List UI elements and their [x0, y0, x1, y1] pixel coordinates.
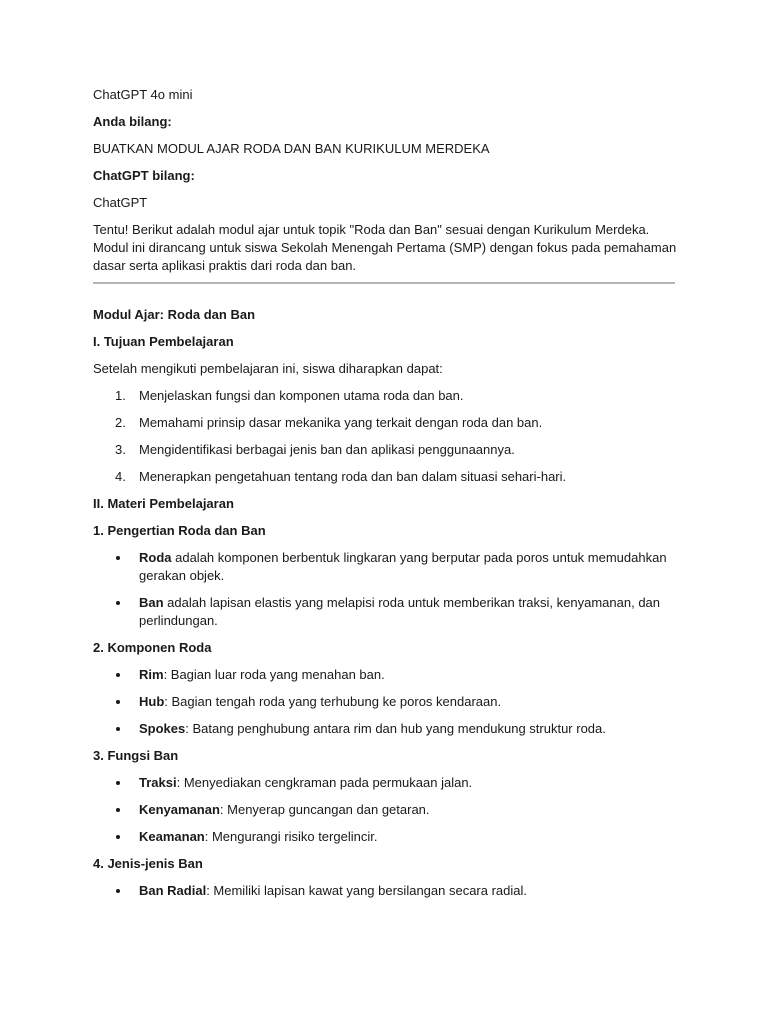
assistant-name: ChatGPT	[93, 195, 148, 210]
component-list	[93, 666, 683, 738]
subsection-heading: 3. Fungsi Ban	[93, 748, 179, 763]
item-number: 4.	[115, 469, 126, 484]
list-item	[93, 414, 683, 432]
item-text: adalah komponen berbentuk lingkaran yang berputar pada poros untuk memudahkan gerakan objek.	[139, 550, 667, 583]
item-text: adalah lapisan elastis yang melapisi roda untuk memberikan traksi, kenyamanan, dan perlindungan.	[139, 595, 661, 628]
item-text: : Batang penghubung antara rim dan hub yang mendukung struktur roda.	[185, 721, 606, 736]
bullet-icon	[116, 727, 120, 731]
item-term: Kenyamanan	[139, 802, 220, 817]
subsection-heading: 2. Komponen Roda	[93, 640, 212, 655]
item-text: : Bagian tengah roda yang terhubung ke poros kendaraan.	[164, 694, 502, 709]
item-text: : Bagian luar roda yang menahan ban.	[163, 667, 385, 682]
bullet-icon	[116, 700, 120, 704]
item-term: Roda	[139, 550, 172, 565]
list-item	[93, 693, 683, 711]
document-body	[93, 86, 683, 909]
list-item	[93, 828, 683, 846]
item-term: Keamanan	[139, 829, 205, 844]
item-number: 1.	[115, 388, 126, 403]
item-term: Spokes	[139, 721, 186, 736]
user-message: BUATKAN MODUL AJAR RODA DAN BAN KURIKULUM MERDEKA	[93, 141, 490, 156]
item-number: 2.	[115, 415, 126, 430]
user-label: Anda bilang:	[93, 114, 172, 129]
model-name: ChatGPT 4o mini	[93, 87, 193, 102]
list-item	[93, 594, 683, 630]
module-title: Modul Ajar: Roda dan Ban	[93, 307, 256, 322]
section-heading: II. Materi Pembelajaran	[93, 496, 234, 511]
item-text: Mengidentifikasi berbagai jenis ban dan aplikasi penggunaannya.	[139, 442, 515, 457]
bullet-icon	[116, 889, 120, 893]
item-term: Ban Radial	[139, 883, 207, 898]
list-item	[93, 441, 683, 459]
section-heading: I. Tujuan Pembelajaran	[93, 334, 234, 349]
list-item	[93, 720, 683, 738]
bullet-icon	[116, 835, 120, 839]
bullet-icon	[116, 808, 120, 812]
horizontal-divider	[93, 282, 675, 284]
section-lead: Setelah mengikuti pembelajaran ini, siswa diharapkan dapat:	[93, 361, 443, 376]
bullet-icon	[116, 781, 120, 785]
bullet-icon	[116, 601, 120, 605]
item-text: Memahami prinsip dasar mekanika yang terkait dengan roda dan ban.	[139, 415, 543, 430]
list-item	[93, 549, 683, 585]
item-text: : Mengurangi risiko tergelincir.	[204, 829, 378, 844]
item-term: Traksi	[139, 775, 177, 790]
item-term: Rim	[139, 667, 164, 682]
definition-list	[93, 549, 683, 630]
objectives-list	[93, 387, 683, 486]
item-term: Ban	[139, 595, 164, 610]
list-item	[93, 468, 683, 486]
assistant-label: ChatGPT bilang:	[93, 168, 195, 183]
list-item	[93, 387, 683, 405]
subsection-heading: 4. Jenis-jenis Ban	[93, 856, 203, 871]
item-number: 3.	[115, 442, 126, 457]
item-text: Menerapkan pengetahuan tentang roda dan ban dalam situasi sehari-hari.	[139, 469, 567, 484]
assistant-intro: Tentu! Berikut adalah modul ajar untuk topik "Roda dan Ban" sesuai dengan Kurikulum Merdeka. Modul ini dirancang untuk siswa Sekolah Menengah Pertama (SMP) dengan fokus pada pemahaman dasar serta aplikasi praktis dari roda dan ban.	[93, 222, 677, 273]
subsection-heading: 1. Pengertian Roda dan Ban	[93, 523, 266, 538]
list-item	[93, 666, 683, 684]
list-item	[93, 774, 683, 792]
bullet-icon	[116, 673, 120, 677]
bullet-icon	[116, 556, 120, 560]
item-text: : Menyerap guncangan dan getaran.	[219, 802, 430, 817]
tire-type-list	[93, 882, 683, 900]
item-text: : Memiliki lapisan kawat yang bersilangan secara radial.	[206, 883, 528, 898]
list-item	[93, 801, 683, 819]
item-text: : Menyediakan cengkraman pada permukaan jalan.	[176, 775, 473, 790]
item-term: Hub	[139, 694, 165, 709]
list-item	[93, 882, 683, 900]
item-text: Menjelaskan fungsi dan komponen utama roda dan ban.	[139, 388, 464, 403]
function-list	[93, 774, 683, 846]
